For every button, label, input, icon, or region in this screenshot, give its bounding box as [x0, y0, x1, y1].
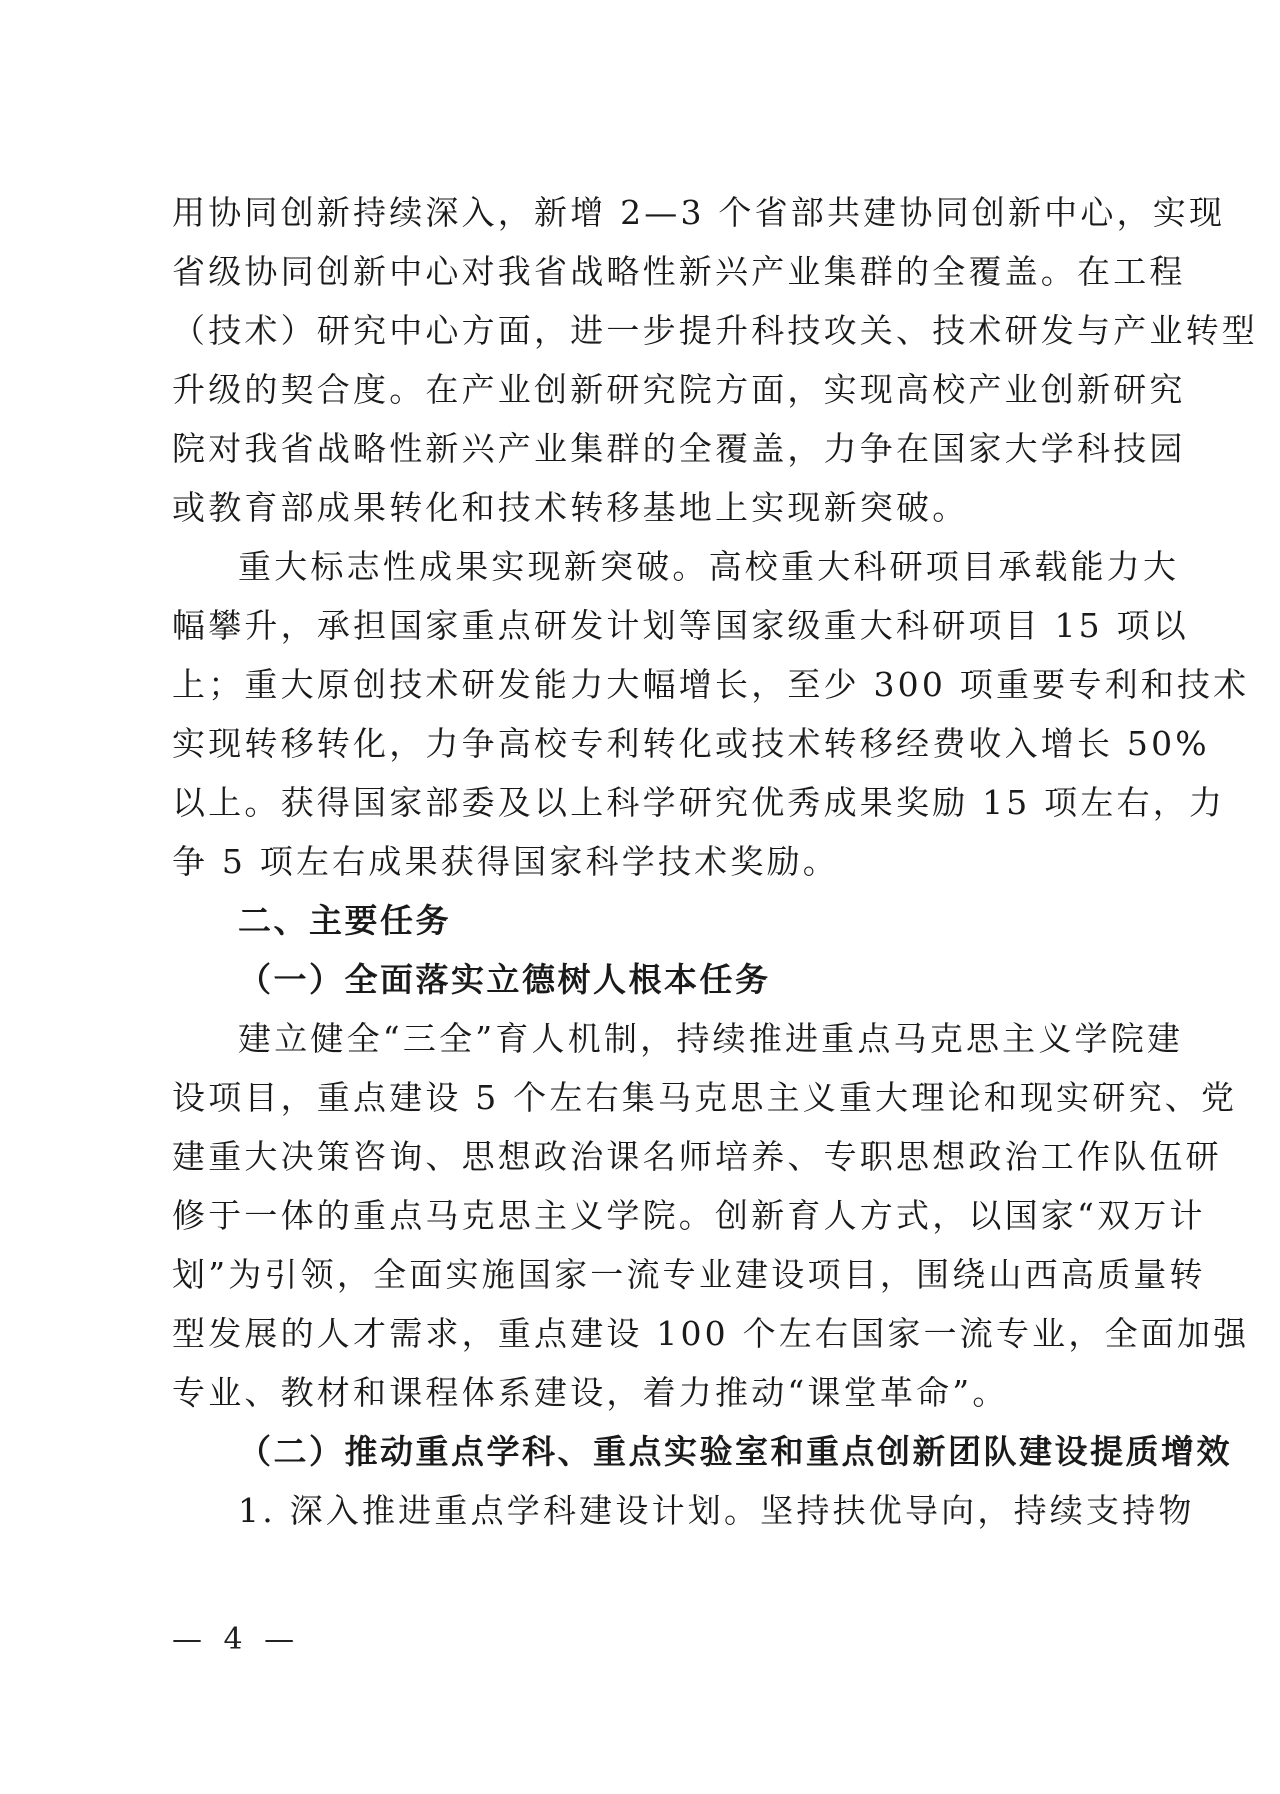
- paragraph-3-line-3: 建重大决策咨询、思想政治课名师培养、专职思想政治工作队伍研: [172, 1137, 1222, 1176]
- subsection-heading-2: （二）推动重点学科、重点实验室和重点创新团队建设提质增效: [238, 1432, 1232, 1471]
- paragraph-3-line-2: 设项目，重点建设 5 个左右集马克思主义重大理论和现实研究、党: [172, 1078, 1238, 1117]
- paragraph-3-line-6: 型发展的人才需求，重点建设 100 个左右国家一流专业，全面加强: [172, 1314, 1250, 1353]
- paragraph-2-line-4: 实现转移转化，力争高校专利转化或技术转移经费收入增长 50%: [172, 724, 1210, 763]
- paragraph-2-line-5: 以上。获得国家部委及以上科学研究优秀成果奖励 15 项左右，力: [172, 783, 1226, 822]
- paragraph-3-line-4: 修于一体的重点马克思主义学院。创新育人方式，以国家“双万计: [172, 1196, 1206, 1235]
- paragraph-1-line-6: 或教育部成果转化和技术转移基地上实现新突破。: [172, 488, 969, 527]
- paragraph-2-line-2: 幅攀升，承担国家重点研发计划等国家级重大科研项目 15 项以: [172, 606, 1189, 645]
- paragraph-3-line-5: 划”为引领，全面实施国家一流专业建设项目，围绕山西高质量转: [172, 1255, 1206, 1294]
- paragraph-2-line-3: 上；重大原创技术研发能力大幅增长，至少 300 项重要专利和技术: [172, 665, 1250, 704]
- paragraph-4-line-1: 1. 深入推进重点学科建设计划。坚持扶优导向，持续支持物: [238, 1491, 1195, 1530]
- paragraph-2-line-1: 重大标志性成果实现新突破。高校重大科研项目承载能力大: [238, 547, 1180, 586]
- paragraph-1-line-5: 院对我省战略性新兴产业集群的全覆盖，力争在国家大学科技园: [172, 429, 1186, 468]
- paragraph-1-line-2: 省级协同创新中心对我省战略性新兴产业集群的全覆盖。在工程: [172, 252, 1186, 291]
- paragraph-1-line-4: 升级的契合度。在产业创新研究院方面，实现高校产业创新研究: [172, 370, 1186, 409]
- paragraph-1-line-1: 用协同创新持续深入，新增 2—3 个省部共建协同创新中心，实现: [172, 193, 1226, 232]
- subsection-heading-1: （一）全面落实立德树人根本任务: [238, 960, 771, 999]
- page-number: — 4 —: [172, 1622, 301, 1657]
- paragraph-2-line-6: 争 5 项左右成果获得国家科学技术奖励。: [172, 842, 839, 881]
- paragraph-1-line-3: （技术）研究中心方面，进一步提升科技攻关、技术研发与产业转型: [172, 311, 1258, 350]
- section-heading-main-tasks: 二、主要任务: [238, 901, 451, 940]
- body-text: [172, 183, 1258, 1540]
- paragraph-3-line-1: 建立健全“三全”育人机制，持续推进重点马克思主义学院建: [238, 1019, 1184, 1058]
- paragraph-3-line-7: 专业、教材和课程体系建设，着力推动“课堂革命”。: [172, 1373, 1009, 1412]
